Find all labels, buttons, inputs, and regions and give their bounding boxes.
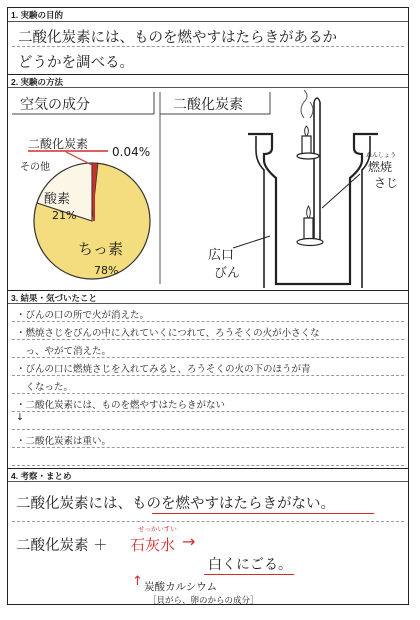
calcium-carbonate: 炭酸カルシウム — [144, 581, 218, 593]
spoon-hook — [314, 98, 320, 102]
flame-lower — [307, 206, 311, 218]
spoon-label-leader — [322, 174, 360, 208]
rule — [12, 465, 404, 466]
spoon-ruby: ねんしょう — [366, 152, 397, 159]
pie-nitrogen-value: 78% — [94, 264, 119, 277]
results-header: 3. 結果・気づいたこと — [8, 290, 408, 304]
candle-upper — [302, 136, 311, 154]
rule — [12, 393, 404, 394]
cloudy-result: 白くにごる。 — [208, 557, 292, 573]
method-header: 2. 実験の方法 — [8, 74, 408, 88]
calcium-note: ［貝がら、卵のからの成分］ — [148, 596, 259, 606]
rule — [12, 321, 404, 322]
result-line-3: っ、やがて消えた。 — [16, 346, 112, 357]
result-line-7: ・二酸化炭素は重い。 — [16, 436, 112, 447]
result-line-1: ・びんの口の所で火が消えた。 — [16, 310, 150, 321]
rule — [12, 46, 404, 47]
cloudy-underline — [204, 574, 294, 575]
rule — [12, 521, 404, 522]
bottle-label-1: 広口 — [208, 248, 235, 263]
flame-upper — [305, 126, 309, 136]
purpose-line-2: どうかを調べる。 — [18, 55, 134, 71]
result-line-2: ・燃焼さじをびんの中に入れていくにつれて、ろうそくの火が小さくな — [16, 328, 320, 339]
smoke-icon — [301, 90, 307, 118]
summary-header: 4. 考察・まとめ — [8, 468, 408, 482]
candle-lower — [304, 218, 313, 240]
spoon-plate-lower — [297, 239, 323, 246]
result-line-5: くなった。 — [16, 382, 74, 393]
co2-box-title: 二酸化炭素 — [173, 97, 243, 113]
summary-line-1: 二酸化炭素には、ものを燃やすはたらきがない。 — [16, 496, 335, 512]
limewater-label: 石灰水 — [130, 536, 176, 554]
calcium-arrow: ↑ — [132, 574, 143, 589]
smoke-icon-2 — [310, 102, 313, 118]
purpose-line-1: 二酸化炭素には、ものを燃やすはたらきがあるか — [18, 30, 337, 46]
rule — [12, 357, 404, 358]
summary-underline — [152, 513, 374, 514]
air-components-title: 空気の成分 — [20, 97, 90, 113]
pie-other-label: その他 — [20, 162, 50, 173]
pie-nitrogen-label: ちっ素 — [78, 240, 124, 258]
pie-oxygen-label: 酸素 — [44, 192, 71, 207]
limewater-ruby: せっかいすい — [138, 525, 177, 533]
rule — [12, 447, 404, 448]
spoon-label-1: 燃焼 — [368, 160, 393, 174]
result-line-6: ・二酸化炭素には、ものを燃やすはたらきがない — [16, 400, 226, 411]
pie-co2-value: 0.04% — [112, 145, 151, 159]
purpose-header: 1. 実験の目的 — [8, 8, 408, 22]
result-arrow: ↓ — [16, 412, 24, 423]
summary-line-2-lead: 二酸化炭素 ＋ — [16, 538, 108, 554]
rule — [12, 429, 404, 430]
spoon-label-2: さじ — [374, 176, 399, 190]
spoon-plate-upper — [297, 153, 319, 159]
result-line-4: ・びんの口に燃焼さじを入れてみると、ろうそくの火の下のほうが青 — [16, 364, 311, 375]
worksheet — [7, 7, 409, 605]
rule — [12, 411, 404, 412]
reaction-arrow: → — [182, 532, 196, 551]
pie-co2-label: 二酸化炭素 — [28, 137, 89, 151]
rule — [12, 375, 404, 376]
pie-oxygen-value: 21% — [52, 209, 77, 222]
rule — [12, 339, 404, 340]
bottle-label-2: びん — [214, 266, 241, 281]
